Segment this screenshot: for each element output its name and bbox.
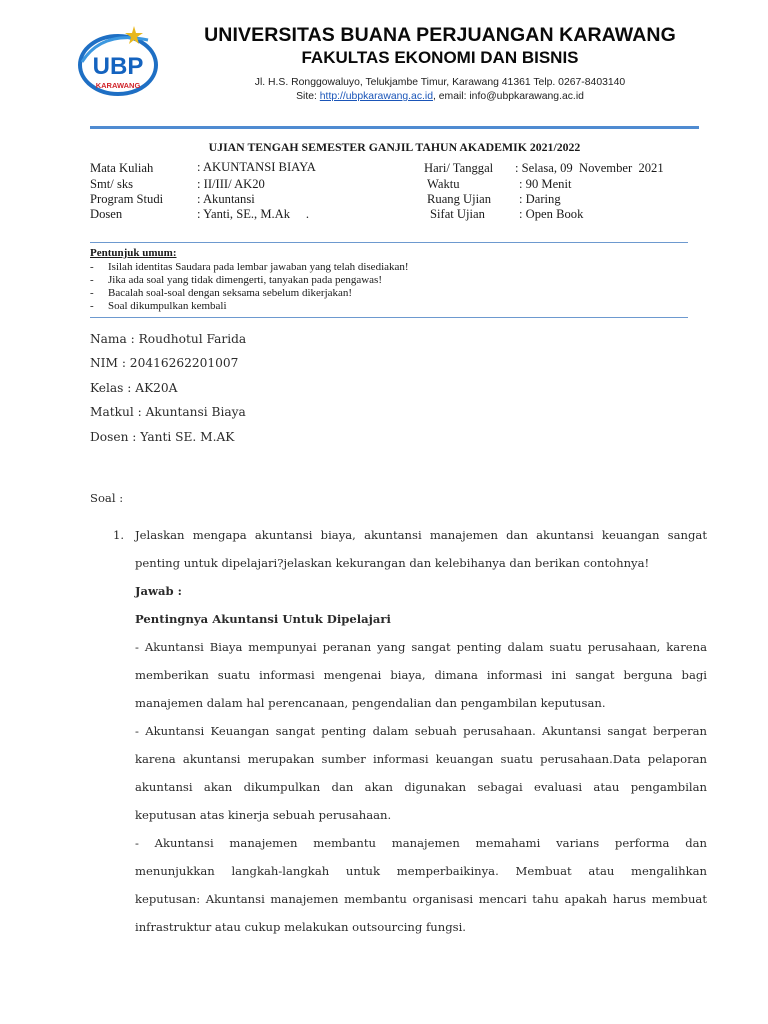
instruction-item: - Soal dikumpulkan kembali bbox=[90, 300, 227, 312]
paragraph-line: - Akuntansi manajemen membantu manajemen memahami varians performa dan bbox=[135, 836, 707, 850]
info-value: : II/III/ AK20 bbox=[197, 177, 265, 191]
info-value: : Akuntansi bbox=[197, 192, 255, 206]
question-line: penting untuk dipelajari?jelaskan kekurangan dan kelebihanya dan berikan contohnya! bbox=[135, 556, 650, 570]
site-link[interactable]: http://ubpkarawang.ac.id bbox=[319, 91, 433, 102]
university-name: UNIVERSITAS BUANA PERJUANGAN KARAWANG bbox=[204, 24, 676, 46]
info-label: Program Studi bbox=[90, 192, 164, 206]
paragraph-line: manajemen dalam hal perencanaan, pengendalian dan pengambilan keputusan. bbox=[135, 696, 606, 710]
paragraph-line: keputusan: Akuntansi manajemen membantu organisasi mencari tahu apakah harus membuat bbox=[135, 892, 707, 906]
paragraph-line: keputusan atas kinerja sebuah perusahaan. bbox=[135, 808, 392, 822]
address-line: Jl. H.S. Ronggowaluyo, Telukjambe Timur, Karawang 41361 Telp. 0267-8403140 bbox=[254, 77, 626, 88]
paragraph-line: - Akuntansi Biaya mempunyai peranan yang sangat penting dalam suatu perusahaan, karena bbox=[135, 640, 707, 654]
student-name: Nama : Roudhotul Farida bbox=[90, 332, 247, 346]
question-line: Jelaskan mengapa akuntansi biaya, akuntansi manajemen dan akuntansi keuangan sangat bbox=[135, 528, 707, 542]
info-value: : 90 Menit bbox=[519, 177, 572, 191]
logo-text: UBP bbox=[92, 53, 144, 80]
answer-label: Jawab : bbox=[135, 584, 182, 598]
university-logo bbox=[72, 22, 180, 102]
info-label: Waktu bbox=[427, 177, 460, 191]
info-label: Hari/ Tanggal bbox=[424, 161, 494, 175]
paragraph-line: menunjukkan langkah-langkah untuk memperbaikinya. Membuat atau mengalihkan bbox=[135, 864, 707, 878]
info-label: Dosen bbox=[90, 207, 123, 221]
paragraph-line: karena akuntansi merupakan sumber informasi keuangan suatu perusahaan.Data pelaporan bbox=[135, 752, 707, 766]
info-value: : Daring bbox=[519, 192, 561, 206]
answer-heading: Pentingnya Akuntansi Untuk Dipelajari bbox=[135, 612, 391, 626]
info-label: Ruang Ujian bbox=[427, 192, 492, 206]
paragraph-line: - Akuntansi Keuangan sangat penting dalam sebuah perusahaan. Akuntansi sangat berperan bbox=[135, 724, 707, 738]
instructions-title: Pentunjuk umum: bbox=[90, 247, 177, 259]
instruction-item: - Jika ada soal yang tidak dimengerti, tanyakan pada pengawas! bbox=[90, 274, 382, 286]
exam-title: UJIAN TENGAH SEMESTER GANJIL TAHUN AKADEMIK 2021/2022 bbox=[208, 140, 581, 154]
info-value: : Selasa, 09 November 2021 bbox=[515, 161, 664, 175]
info-value: : Open Book bbox=[519, 207, 584, 221]
student-class: Kelas : AK20A bbox=[90, 381, 178, 395]
info-label: Smt/ sks bbox=[90, 177, 134, 191]
divider bbox=[90, 242, 688, 243]
course-name: Matkul : Akuntansi Biaya bbox=[90, 405, 246, 419]
header-divider bbox=[90, 126, 699, 129]
instruction-item: - Isilah identitas Saudara pada lembar jawaban yang telah disediakan! bbox=[90, 261, 409, 273]
paragraph-line: memberikan suatu informasi mengenai biaya, dimana informasi ini sangat berguna bagi bbox=[135, 668, 707, 682]
paragraph-line: akuntansi akan dikumpulkan dan akan digunakan sebagai evaluasi atau pengambilan bbox=[135, 780, 707, 794]
instruction-item: - Bacalah soal-soal dengan seksama sebelum dikerjakan! bbox=[90, 287, 353, 299]
paragraph-line: infrastruktur atau cukup melakukan outsourcing fungsi. bbox=[135, 920, 466, 934]
info-value-course: : AKUNTANSI BIAYA bbox=[197, 160, 316, 174]
question-number: 1. bbox=[113, 528, 125, 542]
site-label: Site: bbox=[296, 91, 320, 102]
contact-line bbox=[190, 91, 690, 102]
lecturer-name: Dosen : Yanti SE. M.AK bbox=[90, 430, 235, 444]
info-label: Sifat Ujian bbox=[430, 207, 485, 221]
faculty-name: FAKULTAS EKONOMI DAN BISNIS bbox=[301, 48, 579, 67]
email-text: , email: info@ubpkarawang.ac.id bbox=[433, 91, 584, 102]
logo-subtext: KARAWANG bbox=[95, 81, 141, 90]
divider bbox=[90, 317, 688, 318]
info-value: : Yanti, SE., M.Ak . bbox=[197, 207, 309, 221]
info-label: Mata Kuliah bbox=[90, 161, 154, 175]
student-nim: NIM : 20416262201007 bbox=[90, 356, 239, 370]
soal-label: Soal : bbox=[90, 491, 124, 505]
